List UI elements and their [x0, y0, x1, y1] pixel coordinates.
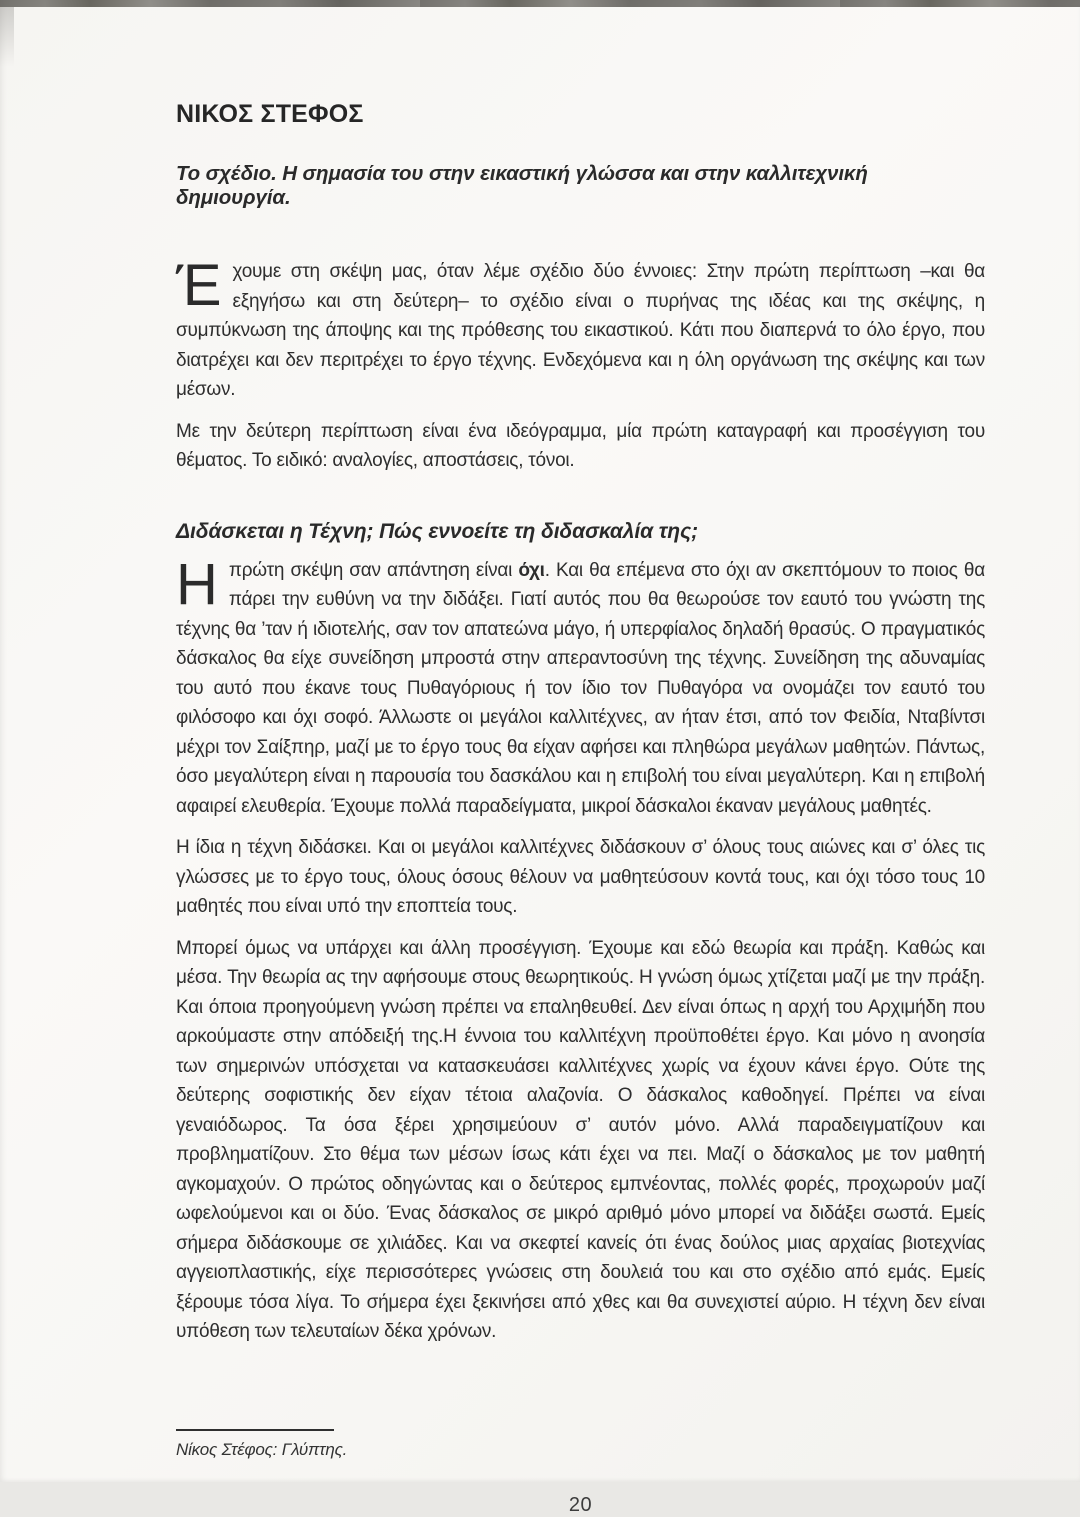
article-title: Το σχέδιο. Η σημασία του στην εικαστική γλώσσα και στην καλλιτεχνική δημιουργία.	[176, 162, 868, 209]
paragraph-teaching-1	[176, 551, 985, 822]
page-number: 20	[568, 1493, 593, 1516]
paragraph-text: . Και θα επέμενα στο όχι αν σκεπτόμουν το ποιος θα πάρει την ευθύνη να την διδάξει. Γιατί αυτός που θα θεωρούσε τον εαυτό του γνώστη της τέχνης θα ’ταν ή ιδιοτελής, σαν τον απατεώνα μάγο, ή υπερφίαλος δηλαδή θρασύς. Ο πραγματικός δάσκαλος θα είχε συνείδηση μπροστά στην απεραντοσύνη της τέχνης. Συνείδηση της αδυναμίας του αυτό που έκανε τους Πυθαγόριους ή τον ίδιο τον Πυθαγόρα να ονομάζει τον εαυτό του φιλόσοφο και όχι σοφό. Άλλωστε οι μεγάλοι καλλιτέχνες, αν ήταν έτσι, από τον Φειδία, Νταβίντσι μέχρι τον Σαίξπηρ, μαζί με το έργο τους θα είχαν αφήσει και πληθώρα μεγάλων μαθητών. Πάντως, όσο μεγαλύτερη είναι η παρουσία του δασκάλου και η επιβολή του είναι μεγαλύτερη. Και η επιβολή αφαιρεί ελευθερία. Έχουμε πολλά παραδείγματα, μικροί δάσκαλοι έκαναν μεγάλους μαθητές.	[176, 559, 985, 817]
section-drawing	[176, 253, 985, 476]
footnote-block	[176, 1429, 985, 1460]
dropcap-epsilon: Έ	[176, 253, 222, 318]
paragraph-text: χουμε στη σκέψη μας, όταν λέμε σχέδιο δύο έννοιες: Στην πρώτη περίπτωση –και θα εξηγήσω και στη δεύτερη– το σχέδιο είναι ο πυρήνας της ιδέας και της σκέψης, η συμπύκνωση της άποψης και της πρόθεσης του εικαστικού. Κάτι που διαπερνά το όλο έργο, που διατρέχει και δεν περιτρέχει το έργο τέχνης. Ενδεχόμενα και η όλη οργάνωση της σκέψης και των μέσων.	[176, 261, 985, 400]
paragraph-teaching-2: Η ίδια η τέχνη διδάσκει. Και οι μεγάλοι καλλιτέχνες διδάσκουν σ’ όλους τους αιώνες και σ’ όλες τις γλώσσες με το έργο τους, όλους όσους θέλουν να μαθητεύσουν κοντά τους, και όχι τόσο τους 10 μαθητές που είναι υπό την εποπτεία τους.	[176, 837, 985, 917]
author-heading: ΝΙΚΟΣ ΣΤΕΦΟΣ	[176, 100, 364, 128]
dropcap-eta: Η	[176, 551, 218, 617]
footnote-text: Νίκος Στέφος: Γλύπτης.	[176, 1439, 348, 1459]
paragraph-drawing-2: Με την δεύτερη περίπτωση είναι ένα ιδεόγραμμα, μία πρώτη καταγραφή και προσέγγιση του θέματος. Το ειδικό: αναλογίες, αποστάσεις, τόνοι.	[176, 420, 985, 471]
footnote-rule	[176, 1429, 334, 1431]
section-heading-teaching: Διδάσκεται η Τέχνη; Πώς εννοείτε τη διδασκαλία της;	[176, 519, 698, 543]
emphasized-word: όχι	[518, 559, 545, 581]
section-teaching	[176, 551, 985, 1347]
paragraph-teaching-3: Μπορεί όμως να υπάρχει και άλλη προσέγγιση. Έχουμε και εδώ θεωρία και πράξη. Καθώς και μέσα. Την θεωρία ας την αφήσουμε στους θεωρητικούς. Η γνώση όμως χτίζεται μαζί με την πράξη. Και όποια προηγούμενη γνώση πρέπει να επαληθευθεί. Δεν είναι όπως η αρχή του Αρχιμήδη που αρκούμαστε στην απόδειξή της.Η έννοια του καλλιτέχνη προϋποθέτει έργο. Και μόνο η ανοησία των σημερινών υπόσχεται να κατασκευάσει καλλιτέχνες χωρίς να έχουν κάνει έργο. Ούτε της δεύτερης σοφιστικής δεν είχαν τέτοια αλαζονία. Ο δάσκαλος καθοδηγεί. Πρέπει να είναι γεναιόδωρος. Τα όσα ξέρει χρησιμεύουν σ’ αυτόν μόνο. Αλλά παραδειγματίζουν και προβληματίζουν. Στο θέμα των μέσων ίσως κάτι έχει να πει. Μαζί ο δάσκαλος με τον μαθητή αγκομαχούν. Ο πρώτος οδηγώντας και ο δεύτερος εμπνέοντας, πολλές φορές, προχωρούν μαζί ωφελούμενοι και οι δύο. Ένας δάσκαλος σε μικρό αριθμό μόνο μπορεί να διδάξει σωστά. Εμείς σήμερα διδάσκουμε σε χιλιάδες. Και να σκεφτεί κανείς ότι ένας δούλος μιας αρχαίας βιοτεχνίας αγγειοπλαστικής, είχε περισσότερες γνώσεις στη δουλειά του και στο σχέδιο από εμάς. Εμείς ξέρουμε τόσα λίγα. Το σήμερα έχει ξεκινήσει από χθες και θα συνεχιστεί αύριο. Η τέχνη δεν είναι υπόθεση των τελευταίων δέκα χρόνων.	[176, 937, 985, 1342]
paragraph-drawing-1	[176, 253, 985, 405]
paragraph-text: πρώτη σκέψη σαν απάντηση είναι	[228, 559, 519, 581]
